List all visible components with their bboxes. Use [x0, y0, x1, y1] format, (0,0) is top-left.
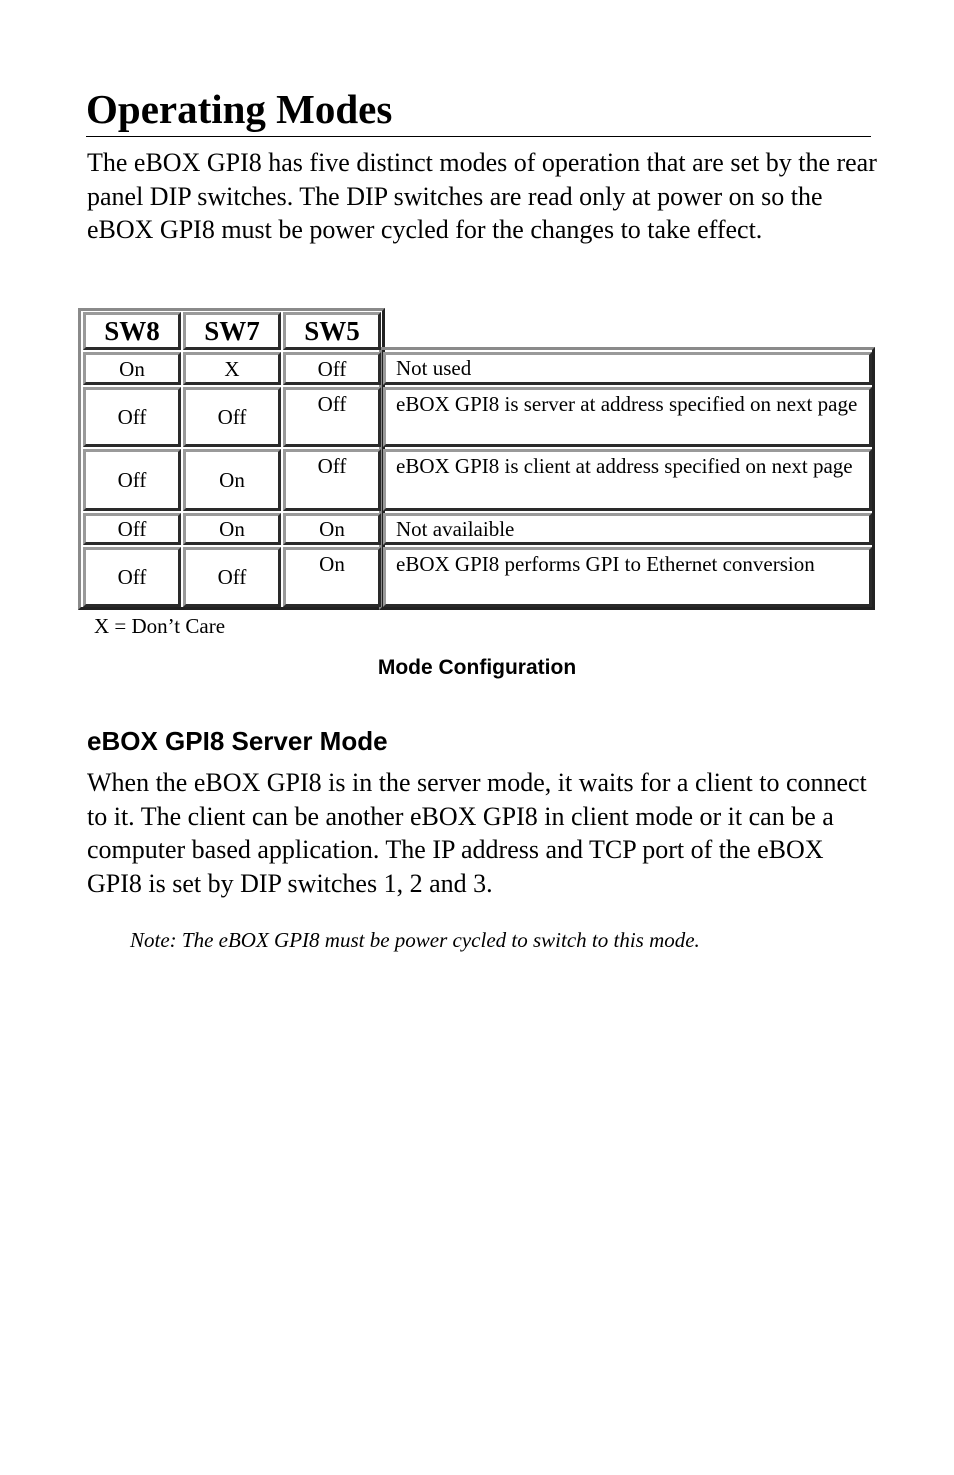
- server-mode-paragraph: When the eBOX GPI8 is in the server mode, it waits for a client to connect to it. The client can be another eBOX GPI8 in client mode or it can be a computer based application. The IP address and TCP port of the eBOX GPI8 is set by DIP switches 1, 2 and 3.: [87, 768, 867, 898]
- table-cell-sw5: Off: [283, 387, 381, 447]
- table-cell-sw7: On: [183, 513, 281, 545]
- table-cell-sw5: On: [283, 547, 381, 607]
- table-cell-sw5: On: [283, 513, 381, 545]
- table-cell-sw8: Off: [83, 547, 181, 607]
- table-cell-sw5: Off: [283, 352, 381, 385]
- table-cell-description: Not availaible: [383, 513, 872, 545]
- table-cell-description: Not used: [383, 352, 872, 385]
- table-cell-sw7: Off: [183, 547, 281, 607]
- table-cell-sw8: Off: [83, 449, 181, 511]
- header-sw5: SW5: [283, 312, 381, 350]
- mode-configuration-table: [78, 308, 875, 610]
- table-cell-description: eBOX GPI8 is client at address specified on next page: [383, 449, 872, 511]
- intro-paragraph: The eBOX GPI8 has five distinct modes of operation that are set by the rear panel DIP switches. The DIP switches are read only at power on so the eBOX GPI8 must be power cycled for the changes to take effect.: [87, 148, 877, 244]
- table-cell-sw7: X: [183, 352, 281, 385]
- table-cell-sw7: On: [183, 449, 281, 511]
- table-cell-description: eBOX GPI8 performs GPI to Ethernet conversion: [383, 547, 872, 607]
- table-cell-sw8: On: [83, 352, 181, 385]
- section-heading-server-mode: eBOX GPI8 Server Mode: [87, 726, 388, 756]
- header-sw8: SW8: [83, 312, 181, 350]
- page-title: Operating Modes: [86, 84, 871, 137]
- table-cell-description: eBOX GPI8 is server at address specified on next page: [383, 387, 872, 447]
- table-cell-sw8: Off: [83, 387, 181, 447]
- table-cell-sw8: Off: [83, 513, 181, 545]
- header-sw7: SW7: [183, 312, 281, 350]
- table-cell-sw7: Off: [183, 387, 281, 447]
- server-mode-note: Note: The eBOX GPI8 must be power cycled to switch to this mode.: [130, 928, 700, 952]
- table-cell-sw5: Off: [283, 449, 381, 511]
- table-footnote: X = Don’t Care: [94, 614, 226, 638]
- table-caption: Mode Configuration: [377, 656, 577, 679]
